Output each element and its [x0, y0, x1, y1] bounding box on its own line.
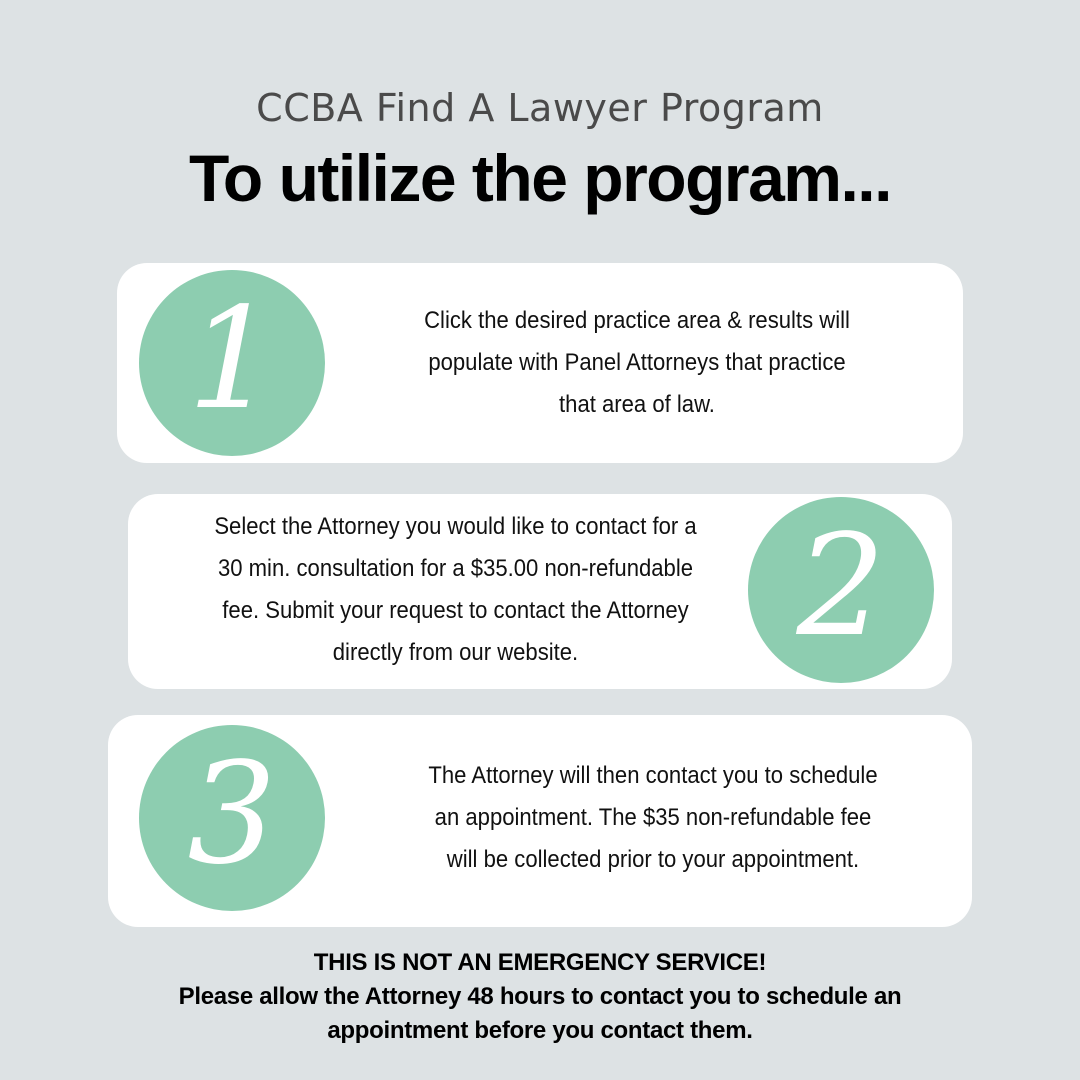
step-3-line-1: The Attorney will then contact you to schedule — [428, 762, 878, 789]
step-1-line-2: populate with Panel Attorneys that practice — [428, 349, 846, 376]
step-number-1-circle — [139, 270, 325, 456]
step-1-line-1: Click the desired practice area & results will — [424, 307, 850, 334]
step-1-line-3: that area of law. — [559, 391, 715, 418]
step-3-line-2: an appointment. The $35 non-refundable fee — [434, 804, 872, 831]
step-2-line-1: Select the Attorney you would like to contact for a — [214, 513, 697, 540]
step-card-1 — [117, 263, 963, 463]
page-subtitle: CCBA Find A Lawyer Program — [256, 86, 824, 130]
footer-notice — [0, 946, 1080, 1048]
step-2-line-4: directly from our website. — [332, 639, 579, 666]
page-headline: To utilize the program... — [189, 141, 891, 215]
step-2-line-2: 30 min. consultation for a $35.00 non-refundable — [217, 555, 694, 582]
step-text-2 — [173, 506, 739, 674]
step-number-2-circle — [748, 497, 934, 683]
step-card-2 — [128, 494, 952, 689]
step-number-1: 1 — [187, 278, 277, 441]
footer-line-2: appointment before you contact them. — [327, 1017, 753, 1044]
step-number-2: 2 — [796, 505, 886, 668]
step-number-3-circle — [139, 725, 325, 911]
step-text-1 — [379, 300, 894, 426]
footer-line-1: Please allow the Attorney 48 hours to contact you to schedule an — [178, 983, 902, 1010]
step-text-3 — [386, 755, 920, 881]
step-number-3: 3 — [187, 733, 277, 896]
step-2-line-3: fee. Submit your request to contact the Attorney — [222, 597, 689, 624]
step-3-line-3: will be collected prior to your appointment. — [446, 846, 860, 873]
step-card-3 — [108, 715, 972, 927]
emergency-warning: THIS IS NOT AN EMERGENCY SERVICE! — [313, 949, 767, 976]
